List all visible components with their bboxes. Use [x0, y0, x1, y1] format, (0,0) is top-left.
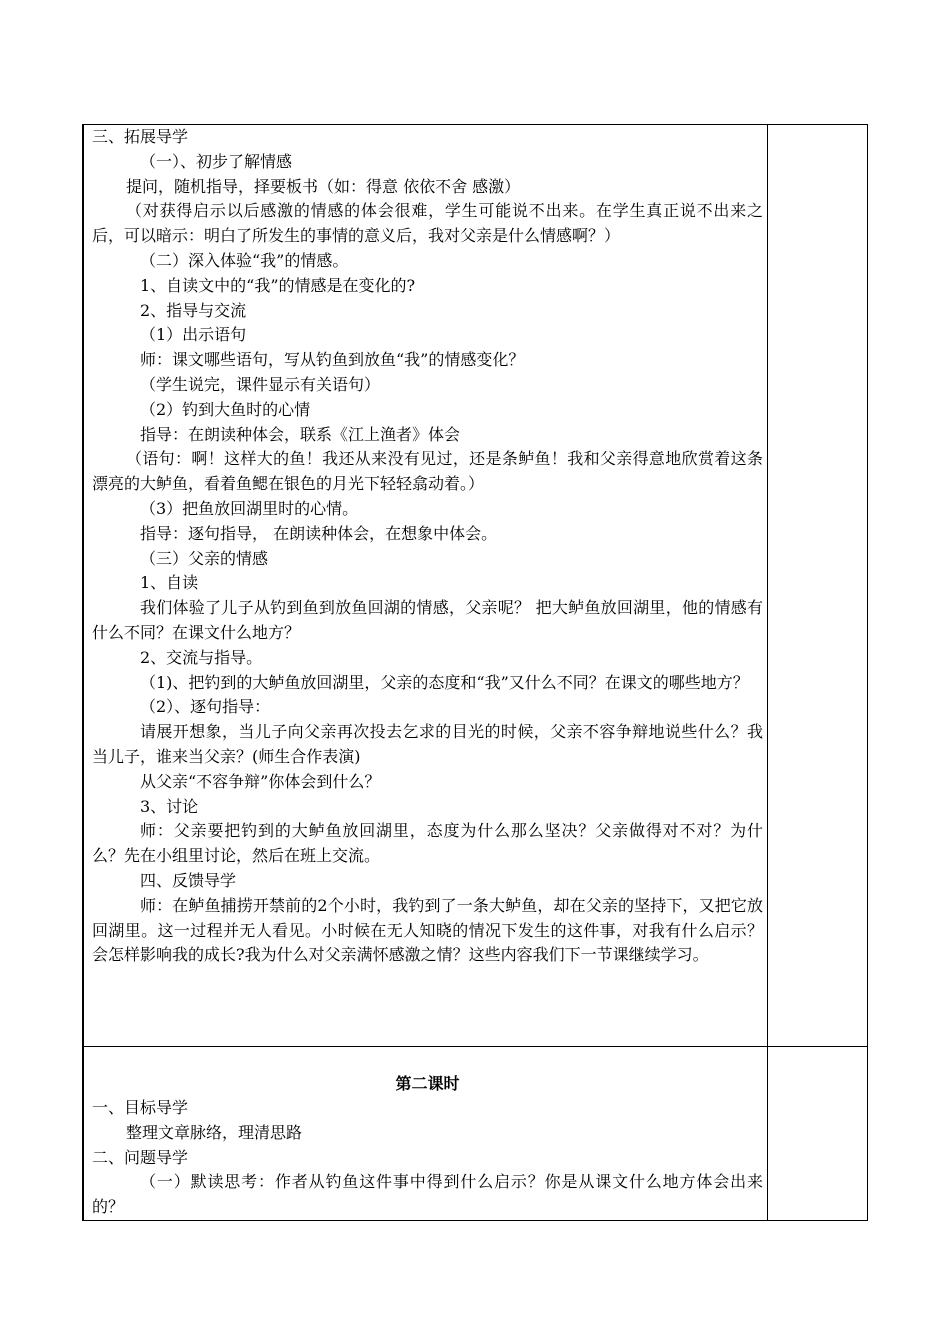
subheading: （二）深入体验“我”的情感。 — [140, 250, 349, 270]
paragraph: 师：父亲要把钓到的大鲈鱼放回湖里，态度为什么那么坚决？父亲做得对不对？为什么？先在小组里讨论，然后在班上交流。 — [92, 821, 763, 866]
side-cell — [768, 1047, 868, 1221]
heading-goal: 一、目标导学 — [92, 1098, 189, 1117]
paragraph: （对获得启示以后感激的情感的体会很难，学生可能说不出来。在学生真正说不出来之后，可以暗示：明白了所发生的事情的意义后，我对父亲是什么情感啊？） — [92, 201, 763, 246]
paragraph: 从父亲“不容争辩”你体会到什么？ — [140, 771, 381, 791]
paragraph: 整理文章脉络，理清思路 — [126, 1122, 303, 1142]
heading-extension: 三、拓展导学 — [92, 127, 189, 146]
subheading: 四、反馈导学 — [140, 870, 237, 890]
paragraph: 指导：在朗读种体会，联系《江上渔者》体会 — [140, 424, 461, 444]
content-cell — [83, 1047, 768, 1221]
side-cell — [768, 125, 868, 1047]
lesson-two-title: 第二课时 — [395, 1074, 460, 1093]
paragraph: 3、讨论 — [140, 796, 199, 816]
paragraph: 提问，随机指导，择要板书（如：得意 依依不舍 感激） — [126, 176, 521, 196]
paragraph: 师：课文哪些语句，写从钓鱼到放鱼“我”的情感变化？ — [140, 350, 525, 370]
paragraph: 2、指导与交流 — [140, 300, 247, 320]
table-row — [83, 125, 868, 1047]
paragraph: 1、自读 — [140, 573, 199, 593]
paragraph: （1）出示语句 — [140, 325, 247, 345]
paragraph: （2）钓到大鱼时的心情 — [140, 399, 311, 419]
paragraph: （一）默读思考：作者从钓鱼这件事中得到什么启示？你是从课文什么地方体会出来的？ — [92, 1172, 763, 1217]
paragraph: （2）、逐句指导： — [140, 697, 271, 717]
table-row — [83, 1047, 868, 1221]
heading-question: 二、问题导学 — [92, 1147, 189, 1167]
lesson-plan-table — [82, 124, 868, 1221]
paragraph: 指导：逐句指导， 在朗读种体会，在想象中体会。 — [140, 523, 498, 543]
subheading: （一）、初步了解情感 — [140, 151, 293, 171]
paragraph: （1)、把钓到的大鲈鱼放回湖里，父亲的态度和“我”又什么不同？在课文的哪些地方？ — [140, 672, 749, 692]
subheading: （三）父亲的情感 — [140, 548, 269, 568]
paragraph: （学生说完，课件显示有关语句） — [140, 374, 381, 394]
paragraph: 我们体验了儿子从钓到鱼到放鱼回湖的情感，父亲呢？ 把大鲈鱼放回湖里，他的情感有什么不同？在课文什么地方？ — [92, 598, 763, 642]
paragraph: 2、交流与指导。 — [140, 647, 263, 667]
content-cell — [83, 125, 768, 1047]
paragraph: 1、自读文中的“我”的情感是在变化的? — [140, 275, 416, 295]
paragraph: （语句：啊！这样大的鱼！我还从来没有见过，还是条鲈鱼！我和父亲得意地欣赏着这条漂亮的大鲈鱼，看着鱼鳃在银色的月光下轻轻翕动着。） — [92, 449, 763, 494]
paragraph: （3）把鱼放回湖里时的心情。 — [140, 498, 359, 518]
paragraph: 请展开想象，当儿子向父亲再次投去乞求的目光的时候，父亲不容争辩地说些什么？我当儿子，谁来当父亲？(师生合作表演) — [92, 722, 763, 766]
paragraph: 师：在鲈鱼捕捞开禁前的2个小时，我钓到了一条大鲈鱼，却在父亲的坚持下，又把它放回湖里。这一过程并无人看见。小时候在无人知晓的情况下发生的这件事，对我有什么启示？会怎样影响我的成长?我为什么对父亲满怀感激之情？这些内容我们下一节课继续学习。 — [92, 895, 763, 965]
